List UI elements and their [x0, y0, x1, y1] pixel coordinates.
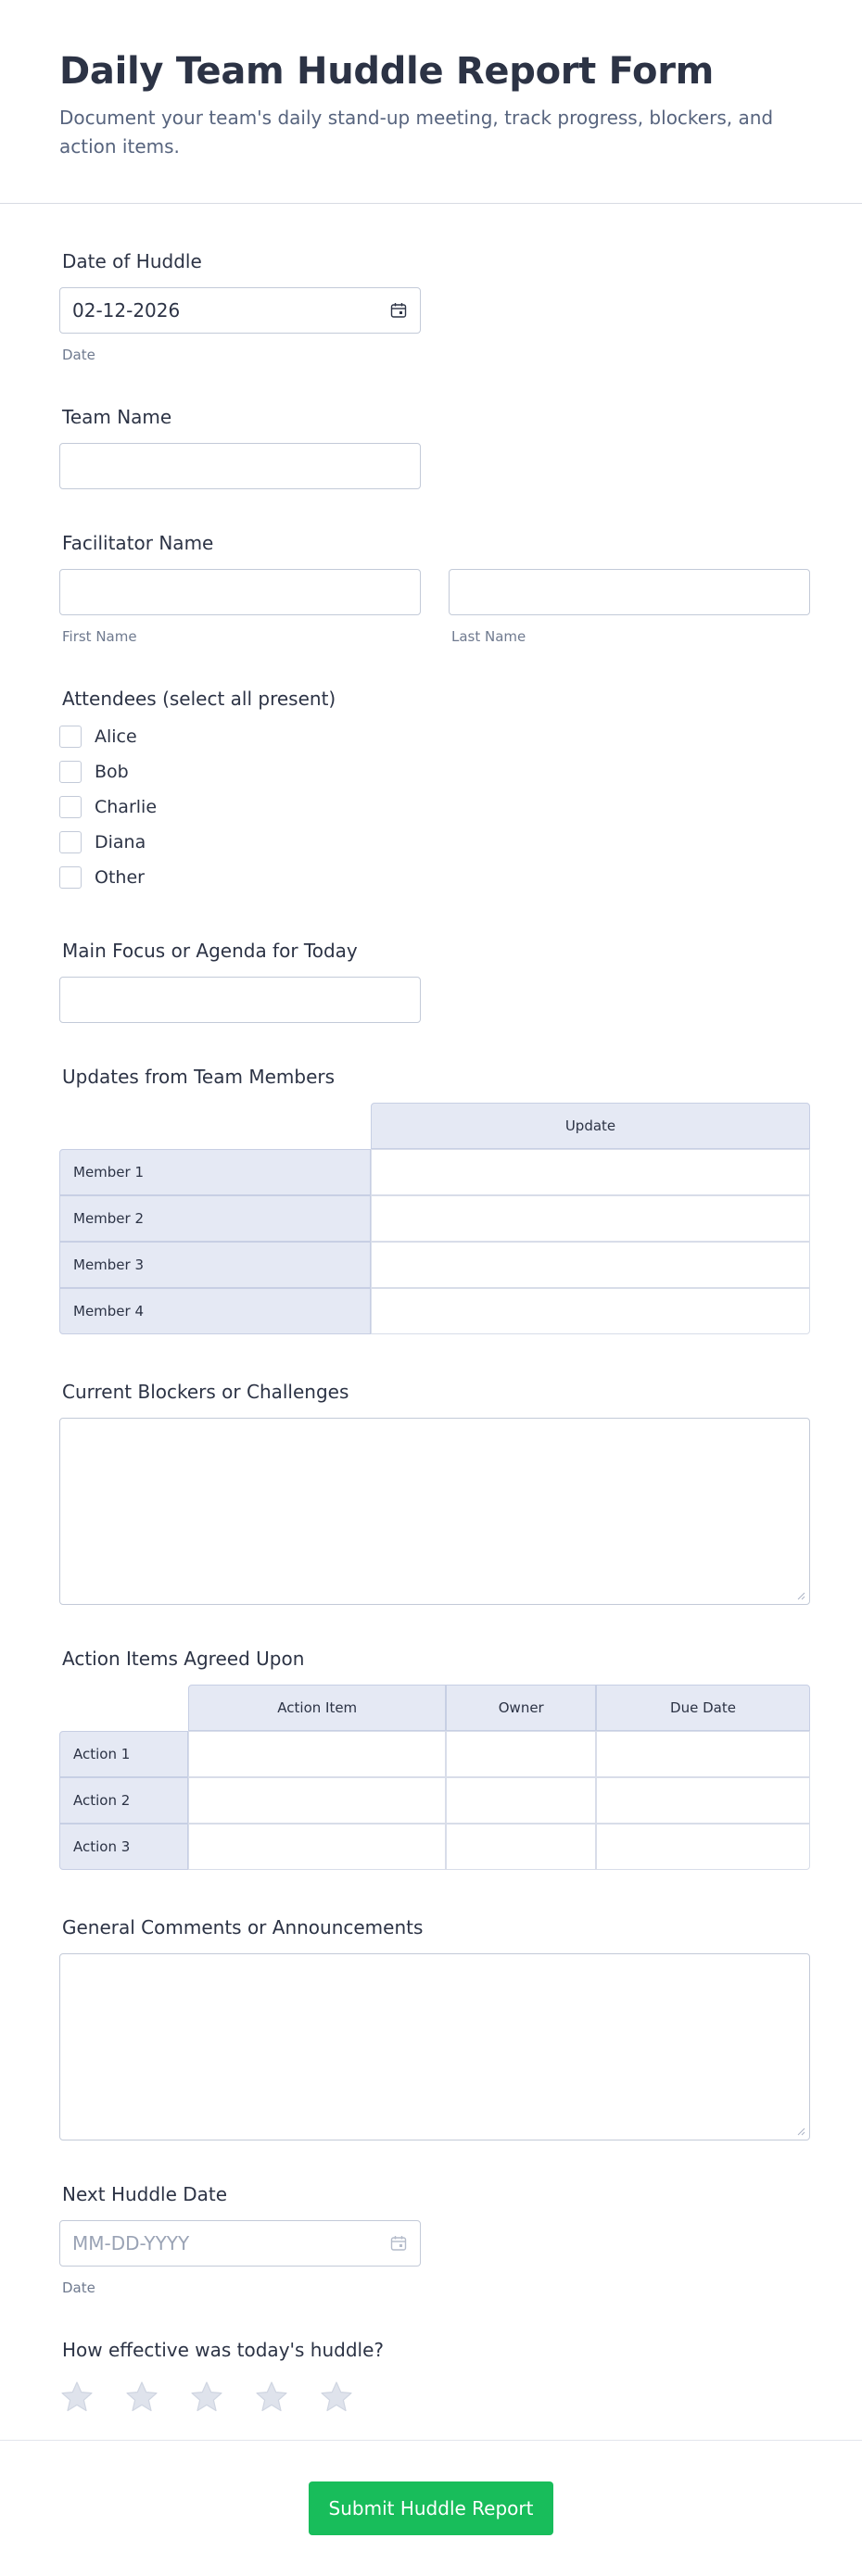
checkbox[interactable]: [59, 726, 82, 748]
team-name-label: Team Name: [62, 406, 172, 428]
attendees-field: [59, 688, 810, 895]
blockers-field: [59, 1381, 810, 1605]
facilitator-name-field: [59, 532, 810, 645]
column-header: Due Date: [596, 1685, 810, 1731]
row-header: Member 2: [59, 1195, 371, 1242]
action-items-label: Action Items Agreed Upon: [62, 1648, 305, 1670]
action-cell[interactable]: [446, 1777, 596, 1824]
action-cell[interactable]: [596, 1777, 810, 1824]
facilitator-name-label: Facilitator Name: [62, 532, 214, 554]
row-header: Member 1: [59, 1149, 371, 1195]
form-title: Daily Team Huddle Report Form: [59, 50, 715, 93]
rating-label: How effective was today's huddle?: [62, 2339, 385, 2361]
form-footer: [0, 2440, 862, 2576]
action-cell[interactable]: [446, 1731, 596, 1777]
table-corner: [59, 1685, 188, 1731]
last-name-input[interactable]: [449, 569, 810, 615]
comments-field: [59, 1916, 810, 2140]
main-focus-input[interactable]: [59, 977, 421, 1023]
action-cell[interactable]: [188, 1824, 446, 1870]
star-icon[interactable]: [124, 2380, 159, 2415]
team-name-field: [59, 406, 810, 489]
next-huddle-label: Next Huddle Date: [62, 2183, 228, 2205]
attendee-option-label: Alice: [95, 726, 137, 747]
row-header: Action 1: [59, 1731, 188, 1777]
date-of-huddle-input[interactable]: [59, 287, 421, 334]
row-header: Action 3: [59, 1824, 188, 1870]
checkbox[interactable]: [59, 796, 82, 818]
first-name-input[interactable]: [59, 569, 421, 615]
calendar-icon[interactable]: [389, 2234, 408, 2253]
column-header: Update: [371, 1103, 810, 1149]
action-items-table: [59, 1685, 810, 1870]
form-description: Document your team's daily stand-up meeting, track progress, blockers, and action items.: [59, 107, 774, 158]
row-header: Action 2: [59, 1777, 188, 1824]
update-cell[interactable]: [371, 1195, 810, 1242]
blockers-label: Current Blockers or Challenges: [62, 1381, 349, 1403]
table-corner: [59, 1103, 371, 1149]
date-of-huddle-field: [59, 250, 810, 363]
update-cell[interactable]: [371, 1288, 810, 1334]
attendee-option[interactable]: [59, 860, 810, 895]
attendee-option-label: Diana: [95, 832, 146, 852]
resize-handle-icon[interactable]: [796, 2127, 805, 2136]
star-icon[interactable]: [319, 2380, 354, 2415]
last-name-sublabel: Last Name: [451, 628, 526, 645]
action-cell[interactable]: [596, 1824, 810, 1870]
update-cell[interactable]: [371, 1242, 810, 1288]
submit-button[interactable]: Submit Huddle Report: [309, 2481, 554, 2535]
action-cell[interactable]: [188, 1777, 446, 1824]
rating-field: [59, 2339, 810, 2415]
resize-handle-icon[interactable]: [796, 1591, 805, 1600]
first-name-sublabel: First Name: [62, 628, 137, 645]
action-items-field: [59, 1648, 810, 1870]
main-focus-label: Main Focus or Agenda for Today: [62, 940, 358, 962]
next-huddle-placeholder: MM-DD-YYYY: [72, 2232, 190, 2254]
update-cell[interactable]: [371, 1149, 810, 1195]
updates-label: Updates from Team Members: [62, 1066, 336, 1088]
action-cell[interactable]: [446, 1824, 596, 1870]
attendee-option[interactable]: [59, 719, 810, 754]
form-header: [0, 0, 862, 204]
team-name-input[interactable]: [59, 443, 421, 489]
blockers-textarea[interactable]: [59, 1418, 810, 1605]
date-of-huddle-sublabel: Date: [62, 347, 95, 363]
updates-field: [59, 1066, 810, 1334]
attendee-option[interactable]: [59, 789, 810, 825]
date-of-huddle-value: 02-12-2026: [72, 299, 181, 322]
updates-table: [59, 1103, 810, 1334]
row-header: Member 4: [59, 1288, 371, 1334]
attendee-option-label: Charlie: [95, 797, 158, 817]
star-icon[interactable]: [189, 2380, 224, 2415]
next-huddle-sublabel: Date: [62, 2279, 95, 2296]
star-icon[interactable]: [59, 2380, 95, 2415]
attendee-option-label: Bob: [95, 762, 129, 782]
attendee-option-label: Other: [95, 867, 145, 888]
column-header: Owner: [446, 1685, 596, 1731]
date-of-huddle-label: Date of Huddle: [62, 250, 202, 272]
action-cell[interactable]: [188, 1731, 446, 1777]
column-header: Action Item: [188, 1685, 446, 1731]
checkbox[interactable]: [59, 831, 82, 853]
action-cell[interactable]: [596, 1731, 810, 1777]
calendar-icon[interactable]: [389, 301, 408, 320]
attendees-label: Attendees (select all present): [62, 688, 336, 710]
attendee-option[interactable]: [59, 825, 810, 860]
main-focus-field: [59, 940, 810, 1023]
checkbox[interactable]: [59, 761, 82, 783]
comments-label: General Comments or Announcements: [62, 1916, 424, 1938]
star-icon[interactable]: [254, 2380, 289, 2415]
next-huddle-input[interactable]: [59, 2220, 421, 2267]
star-rating: [59, 2380, 810, 2415]
checkbox[interactable]: [59, 866, 82, 889]
next-huddle-field: [59, 2183, 810, 2296]
row-header: Member 3: [59, 1242, 371, 1288]
comments-textarea[interactable]: [59, 1953, 810, 2140]
attendee-option[interactable]: [59, 754, 810, 789]
